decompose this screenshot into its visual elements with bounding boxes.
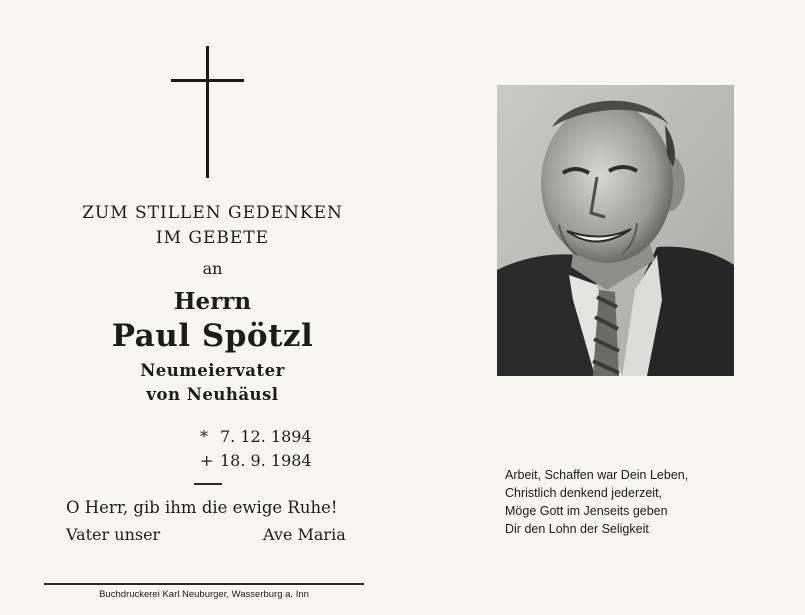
verse-line: Arbeit, Schaffen war Dein Leben, — [505, 468, 689, 482]
verse-line: Möge Gott im Jenseits geben — [505, 504, 668, 518]
salutation: Herrn — [173, 288, 252, 315]
text-panel — [40, 0, 385, 615]
death-date-row — [200, 451, 312, 470]
deceased-name: Paul Spötzl — [111, 318, 314, 354]
death-symbol: + — [200, 451, 214, 470]
subtitle-line-2: von Neuhäusl — [146, 385, 279, 404]
verse-line: Christlich denkend jederzeit, — [505, 486, 663, 500]
birth-symbol: * — [200, 427, 208, 446]
portrait-photo — [497, 85, 734, 376]
prayer-line: O Herr, gib ihm die ewige Ruhe! — [66, 498, 338, 517]
prayer-ave-maria: Ave Maria — [263, 525, 346, 544]
intro-line-1: ZUM STILLEN GEDENKEN — [82, 203, 343, 223]
birth-date: 7. 12. 1894 — [220, 427, 312, 446]
death-date: 18. 9. 1984 — [220, 451, 312, 470]
divider — [194, 483, 222, 485]
printer-credit: Buchdruckerei Karl Neuburger, Wasserburg a. Inn — [99, 589, 309, 600]
cross-icon-bar — [171, 79, 244, 82]
verse-line: Dir den Lohn der Seligkeit — [505, 522, 649, 536]
printer-rule — [44, 583, 364, 585]
subtitle-line-1: Neumeiervater — [140, 361, 285, 380]
memorial-verse — [505, 466, 688, 538]
portrait-illustration — [497, 85, 734, 376]
prayer-vater-unser: Vater unser — [66, 525, 161, 544]
cross-icon — [206, 46, 209, 178]
intro-line-2: IM GEBETE — [155, 228, 270, 248]
birth-date-row — [200, 427, 312, 446]
an-text: an — [202, 259, 223, 278]
